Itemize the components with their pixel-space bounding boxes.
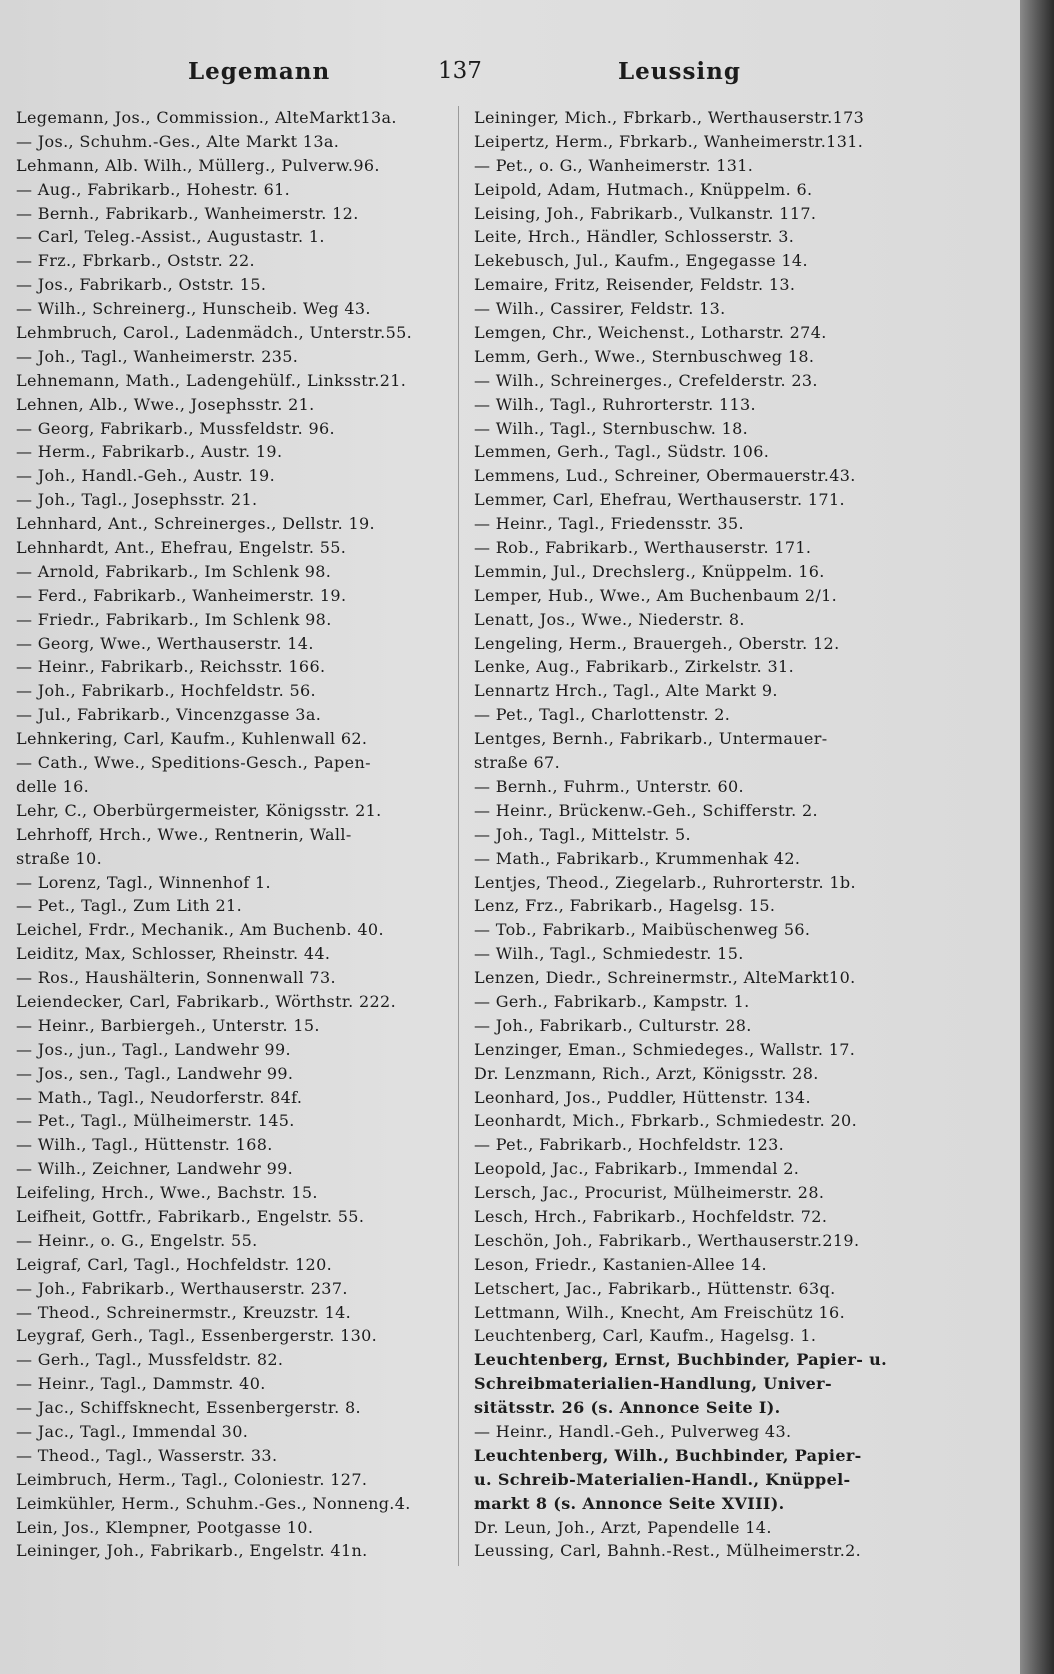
directory-entry: — Pet., Tagl., Charlottenstr. 2. bbox=[474, 705, 731, 725]
directory-entry: Lengeling, Herm., Brauergeh., Oberstr. 12. bbox=[474, 633, 840, 653]
directory-entry: Lehnen, Alb., Wwe., Josephsstr. 21. bbox=[16, 394, 315, 414]
page-number: 137 bbox=[438, 58, 482, 84]
directory-entry: Lemmin, Jul., Drechslerg., Knüppelm. 16. bbox=[474, 561, 825, 581]
header-right-word: Leussing bbox=[618, 58, 741, 85]
directory-entry: — Gerh., Fabrikarb., Kampstr. 1. bbox=[474, 991, 750, 1011]
directory-entry: — Math., Tagl., Neudorferstr. 84f. bbox=[16, 1087, 303, 1107]
directory-entry: Lersch, Jac., Procurist, Mülheimerstr. 28. bbox=[474, 1183, 825, 1203]
directory-entry: markt 8 (s. Annonce Seite XVIII). bbox=[474, 1493, 785, 1513]
directory-entry: — Ros., Haushälterin, Sonnenwall 73. bbox=[16, 968, 336, 988]
directory-entry: Lehnhard, Ant., Schreinerges., Dellstr. 19. bbox=[16, 514, 375, 534]
directory-entry: Lemmer, Carl, Ehefrau, Werthauserstr. 171. bbox=[474, 490, 845, 510]
directory-entry: — Joh., Tagl., Mittelstr. 5. bbox=[474, 824, 691, 844]
directory-entry: Leuchtenberg, Wilh., Buchbinder, Papier- bbox=[474, 1445, 862, 1465]
directory-entry: Lehr, C., Oberbürgermeister, Königsstr. 21. bbox=[16, 800, 382, 820]
directory-entry: Leipertz, Herm., Fbrkarb., Wanheimerstr.131. bbox=[474, 131, 864, 151]
directory-entry: Leuchtenberg, Carl, Kaufm., Hagelsg. 1. bbox=[474, 1326, 817, 1346]
directory-entry: — Herm., Fabrikarb., Austr. 19. bbox=[16, 442, 283, 462]
directory-entry: Lenatt, Jos., Wwe., Niederstr. 8. bbox=[474, 609, 745, 629]
directory-entry: — Joh., Fabrikarb., Werthauserstr. 237. bbox=[16, 1278, 348, 1298]
directory-entry: Lenke, Aug., Fabrikarb., Zirkelstr. 31. bbox=[474, 657, 795, 677]
directory-entry: — Heinr., Brückenw.-Geh., Schifferstr. 2. bbox=[474, 800, 818, 820]
directory-entry: — Gerh., Tagl., Mussfeldstr. 82. bbox=[16, 1350, 284, 1370]
directory-entry: — Joh., Fabrikarb., Hochfeldstr. 56. bbox=[16, 681, 316, 701]
directory-entry: — Heinr., Fabrikarb., Reichsstr. 166. bbox=[16, 657, 326, 677]
directory-entry: — Arnold, Fabrikarb., Im Schlenk 98. bbox=[16, 561, 332, 581]
directory-entry: Leipold, Adam, Hutmach., Knüppelm. 6. bbox=[474, 179, 813, 199]
directory-entry: Leifeling, Hrch., Wwe., Bachstr. 15. bbox=[16, 1183, 318, 1203]
directory-entry: Leson, Friedr., Kastanien-Allee 14. bbox=[474, 1254, 767, 1274]
directory-entry: — Friedr., Fabrikarb., Im Schlenk 98. bbox=[16, 609, 332, 629]
directory-entry: Schreibmaterialien-Handlung, Univer- bbox=[474, 1374, 832, 1394]
directory-entry: Leigraf, Carl, Tagl., Hochfeldstr. 120. bbox=[16, 1254, 333, 1274]
directory-entry: Lemaire, Fritz, Reisender, Feldstr. 13. bbox=[474, 275, 796, 295]
directory-entry: Lentges, Bernh., Fabrikarb., Untermauer- bbox=[474, 729, 828, 749]
directory-entry: — Georg, Fabrikarb., Mussfeldstr. 96. bbox=[16, 418, 335, 438]
directory-entry: — Bernh., Fabrikarb., Wanheimerstr. 12. bbox=[16, 203, 359, 223]
directory-entry: — Jac., Schiffsknecht, Essenbergerstr. 8. bbox=[16, 1398, 361, 1418]
directory-entry: — Wilh., Schreinerg., Hunscheib. Weg 43. bbox=[16, 299, 371, 319]
directory-entry: — Jos., sen., Tagl., Landwehr 99. bbox=[16, 1063, 294, 1083]
directory-entry: — Aug., Fabrikarb., Hohestr. 61. bbox=[16, 179, 291, 199]
directory-entry: — Wilh., Zeichner, Landwehr 99. bbox=[16, 1159, 294, 1179]
directory-entry: Dr. Lenzmann, Rich., Arzt, Königsstr. 28. bbox=[474, 1063, 819, 1083]
directory-entry: straße 67. bbox=[474, 753, 561, 773]
directory-entry: Leygraf, Gerh., Tagl., Essenbergerstr. 130. bbox=[16, 1326, 378, 1346]
directory-entry: Lenz, Frz., Fabrikarb., Hagelsg. 15. bbox=[474, 896, 776, 916]
directory-entry: — Joh., Tagl., Josephsstr. 21. bbox=[16, 490, 258, 510]
directory-entry: delle 16. bbox=[16, 776, 90, 796]
directory-entry: — Pet., o. G., Wanheimerstr. 131. bbox=[474, 155, 754, 175]
directory-entry: — Heinr., Tagl., Friedensstr. 35. bbox=[474, 514, 744, 534]
directory-entry: — Carl, Teleg.-Assist., Augustastr. 1. bbox=[16, 227, 325, 247]
directory-entry: — Wilh., Schreinerges., Crefelderstr. 23. bbox=[474, 370, 818, 390]
directory-entry: Lesch, Hrch., Fabrikarb., Hochfeldstr. 72. bbox=[474, 1206, 828, 1226]
header-left-word: Legemann bbox=[188, 58, 331, 85]
directory-entry: Lettmann, Wilh., Knecht, Am Freischütz 16. bbox=[474, 1302, 846, 1322]
directory-entry: — Theod., Schreinermstr., Kreuzstr. 14. bbox=[16, 1302, 352, 1322]
directory-entry: Lehmbruch, Carol., Ladenmädch., Unterstr.55. bbox=[16, 323, 413, 343]
directory-entry: Legemann, Jos., Commission., AlteMarkt13a. bbox=[16, 108, 397, 127]
directory-entry: Lemmen, Gerh., Tagl., Südstr. 106. bbox=[474, 442, 770, 462]
directory-entry: u. Schreib-Materialien-Handl., Knüppel- bbox=[474, 1469, 851, 1489]
directory-entry: sitätsstr. 26 (s. Annonce Seite I). bbox=[474, 1398, 781, 1418]
directory-entry: Lennartz Hrch., Tagl., Alte Markt 9. bbox=[474, 681, 778, 701]
directory-entry: — Tob., Fabrikarb., Maibüschenweg 56. bbox=[474, 920, 811, 940]
directory-entry: Lenzinger, Eman., Schmiedeges., Wallstr. 17. bbox=[474, 1039, 856, 1059]
directory-entry: Leussing, Carl, Bahnh.-Rest., Mülheimerstr.2. bbox=[474, 1541, 862, 1561]
directory-entry: — Frz., Fbrkarb., Oststr. 22. bbox=[16, 251, 255, 271]
directory-entry: — Jos., jun., Tagl., Landwehr 99. bbox=[16, 1039, 291, 1059]
directory-entry: — Lorenz, Tagl., Winnenhof 1. bbox=[16, 872, 271, 892]
directory-entry: — Wilh., Tagl., Ruhrorterstr. 113. bbox=[474, 394, 756, 414]
directory-entry: Leuchtenberg, Ernst, Buchbinder, Papier- u. bbox=[474, 1350, 888, 1370]
directory-entry: — Wilh., Tagl., Sternbuschw. 18. bbox=[474, 418, 749, 438]
directory-entry: — Math., Fabrikarb., Krummenhak 42. bbox=[474, 848, 801, 868]
directory-entry: — Jul., Fabrikarb., Vincenzgasse 3a. bbox=[16, 705, 322, 725]
directory-entry: Leite, Hrch., Händler, Schlosserstr. 3. bbox=[474, 227, 795, 247]
directory-entry: — Georg, Wwe., Werthauserstr. 14. bbox=[16, 633, 314, 653]
directory-entry: — Jos., Fabrikarb., Oststr. 15. bbox=[16, 275, 267, 295]
directory-entry: Lekebusch, Jul., Kaufm., Engegasse 14. bbox=[474, 251, 808, 271]
directory-entry: — Joh., Handl.-Geh., Austr. 19. bbox=[16, 466, 276, 486]
left-column bbox=[16, 106, 446, 1563]
directory-entry: — Pet., Tagl., Mülheimerstr. 145. bbox=[16, 1111, 295, 1131]
directory-entry: — Wilh., Tagl., Schmiedestr. 15. bbox=[474, 944, 744, 964]
directory-entry: Lemgen, Chr., Weichenst., Lotharstr. 274. bbox=[474, 323, 827, 343]
directory-entry: — Heinr., Barbiergeh., Unterstr. 15. bbox=[16, 1015, 320, 1035]
directory-entry: Lehnemann, Math., Ladengehülf., Linksstr.21. bbox=[16, 370, 407, 390]
directory-entry: — Jos., Schuhm.-Ges., Alte Markt 13a. bbox=[16, 131, 340, 151]
directory-entry: Lehnhardt, Ant., Ehefrau, Engelstr. 55. bbox=[16, 538, 347, 558]
directory-entry: Dr. Leun, Joh., Arzt, Papendelle 14. bbox=[474, 1517, 772, 1537]
directory-entry: Leifheit, Gottfr., Fabrikarb., Engelstr. 55. bbox=[16, 1206, 365, 1226]
directory-entry: — Rob., Fabrikarb., Werthauserstr. 171. bbox=[474, 538, 812, 558]
directory-entry: — Pet., Tagl., Zum Lith 21. bbox=[16, 896, 243, 916]
directory-entry: straße 10. bbox=[16, 848, 103, 868]
page-header bbox=[0, 58, 1020, 98]
directory-entry: Leichel, Frdr., Mechanik., Am Buchenb. 40. bbox=[16, 920, 384, 940]
directory-entry: Lemper, Hub., Wwe., Am Buchenbaum 2/1. bbox=[474, 585, 838, 605]
directory-entry: Leininger, Mich., Fbrkarb., Werthauserstr.173 bbox=[474, 108, 865, 127]
directory-entry: — Wilh., Cassirer, Feldstr. 13. bbox=[474, 299, 726, 319]
directory-entry: Lemm, Gerh., Wwe., Sternbuschweg 18. bbox=[474, 346, 815, 366]
directory-entry: Leschön, Joh., Fabrikarb., Werthauserstr.219. bbox=[474, 1230, 860, 1250]
right-column bbox=[474, 106, 994, 1563]
directory-entry: — Heinr., o. G., Engelstr. 55. bbox=[16, 1230, 258, 1250]
directory-entry: — Pet., Fabrikarb., Hochfeldstr. 123. bbox=[474, 1135, 785, 1155]
directory-entry: Leopold, Jac., Fabrikarb., Immendal 2. bbox=[474, 1159, 800, 1179]
directory-entry: Lein, Jos., Klempner, Pootgasse 10. bbox=[16, 1517, 314, 1537]
directory-entry: — Ferd., Fabrikarb., Wanheimerstr. 19. bbox=[16, 585, 347, 605]
directory-entry: — Cath., Wwe., Speditions-Gesch., Papen- bbox=[16, 753, 371, 773]
directory-entry: Lemmens, Lud., Schreiner, Obermauerstr.43. bbox=[474, 466, 856, 486]
directory-entry: — Jac., Tagl., Immendal 30. bbox=[16, 1421, 249, 1441]
directory-entry: Lehrhoff, Hrch., Wwe., Rentnerin, Wall- bbox=[16, 824, 352, 844]
directory-entry: Lenzen, Diedr., Schreinermstr., AlteMarkt10. bbox=[474, 968, 856, 988]
directory-entry: Leimbruch, Herm., Tagl., Coloniestr. 127. bbox=[16, 1469, 368, 1489]
directory-entry: — Wilh., Tagl., Hüttenstr. 168. bbox=[16, 1135, 273, 1155]
directory-entry: — Joh., Fabrikarb., Culturstr. 28. bbox=[474, 1015, 752, 1035]
page-edge-shadow bbox=[1020, 0, 1054, 1674]
directory-entry: Leimkühler, Herm., Schuhm.-Ges., Nonneng.4. bbox=[16, 1493, 411, 1513]
directory-entry: — Heinr., Tagl., Dammstr. 40. bbox=[16, 1374, 266, 1394]
column-divider bbox=[458, 106, 459, 1566]
directory-entry: — Bernh., Fuhrm., Unterstr. 60. bbox=[474, 776, 744, 796]
directory-entry: Leonhard, Jos., Puddler, Hüttenstr. 134. bbox=[474, 1087, 811, 1107]
directory-entry: Letschert, Jac., Fabrikarb., Hüttenstr. 63q. bbox=[474, 1278, 836, 1298]
directory-entry: Leiditz, Max, Schlosser, Rheinstr. 44. bbox=[16, 944, 331, 964]
directory-entry: Lehnkering, Carl, Kaufm., Kuhlenwall 62. bbox=[16, 729, 368, 749]
directory-entry: Leonhardt, Mich., Fbrkarb., Schmiedestr. 20. bbox=[474, 1111, 858, 1131]
directory-entry: — Joh., Tagl., Wanheimerstr. 235. bbox=[16, 346, 299, 366]
directory-entry: Lentjes, Theod., Ziegelarb., Ruhrorterstr. 1b. bbox=[474, 872, 856, 892]
directory-entry: — Theod., Tagl., Wasserstr. 33. bbox=[16, 1445, 278, 1465]
directory-entry: Leiendecker, Carl, Fabrikarb., Wörthstr. 222. bbox=[16, 991, 396, 1011]
directory-entry: — Heinr., Handl.-Geh., Pulverweg 43. bbox=[474, 1421, 792, 1441]
directory-entry: Lehmann, Alb. Wilh., Müllerg., Pulverw.96. bbox=[16, 155, 380, 175]
directory-entry: Leininger, Joh., Fabrikarb., Engelstr. 41n. bbox=[16, 1541, 368, 1561]
directory-entry: Leising, Joh., Fabrikarb., Vulkanstr. 117. bbox=[474, 203, 817, 223]
